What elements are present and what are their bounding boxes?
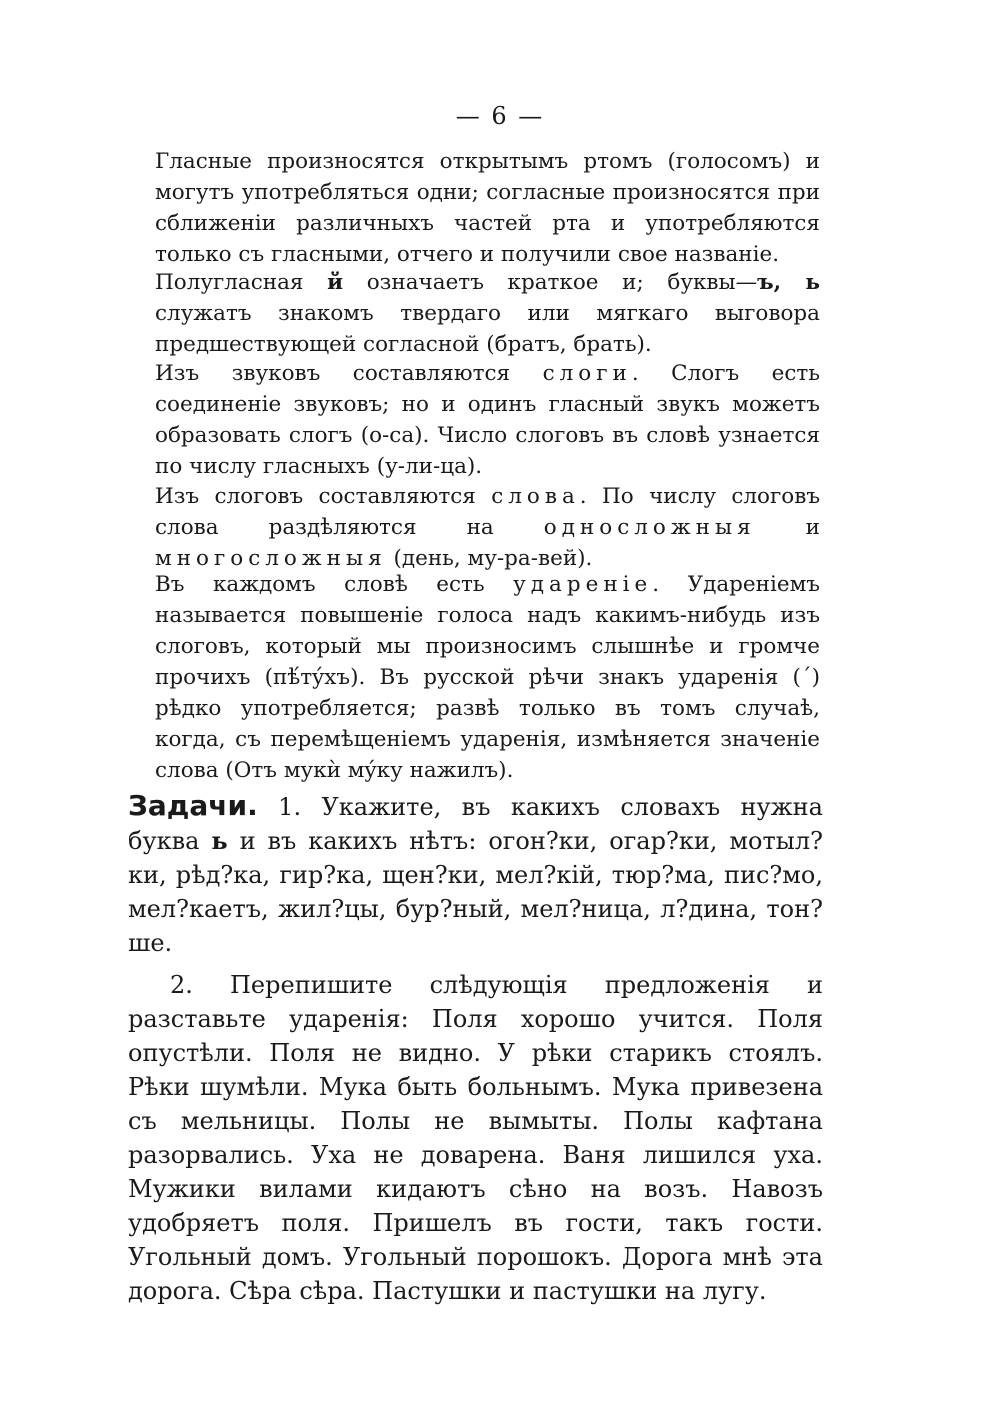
paragraph-semivowel — [155, 267, 820, 360]
text-fragment: . По числу слоговъ слова раздѣляются на — [155, 484, 820, 540]
text-fragment: 2. Перепишите слѣдующiя предложенiя и разставьте ударенiя: Поля хорошо учится. Поля опустѣли. Поля не видно. У рѣки старикъ стоялъ. Рѣки шумѣли. Мука быть больнымъ. Мука привезена съ мельницы. Полы не вымыты. Полы кафтана разорвались. Уха не доварена. Ваня лишился уха. Мужики вилами кидаютъ сѣно на возъ. Навозъ удобряетъ поля. Пришелъ въ гости, такъ гости. Угольный домъ. Угольный порошокъ. Дорога мнѣ эта дорога. Сѣра сѣра. Пастушки и пастушки на лугу. — [128, 971, 823, 1305]
soft-sign-letter: ь — [211, 826, 228, 855]
text-fragment: . Слогъ есть соединенiе звуковъ; но и одинъ гласный звукъ можетъ образовать слогъ (о-са). Число слоговъ въ словѣ узнается по числу гласныхъ (у-ли-ца). — [155, 361, 820, 479]
page-number: — 6 — — [455, 102, 545, 130]
text-fragment: и — [755, 515, 820, 540]
term-syllables: слоги — [542, 361, 632, 386]
text-fragment: Изъ слоговъ составляются — [155, 484, 492, 509]
text-fragment: Изъ звуковъ составляются — [155, 361, 543, 386]
text-fragment: . Ударенiемъ называется повышенiе голоса надъ какимъ-нибудь изъ слоговъ, который мы произносимъ слышнѣе и громче прочихъ (пѣ́тýхъ). Въ русской рѣчи знакъ ударенiя (´) рѣдко употребляется; развѣ только въ томъ случаѣ, когда, съ перемѣщенiемъ ударенiя, измѣняется значенiе слова (Отъ мукѝ мýку нажилъ). — [155, 572, 820, 783]
term-monosyllabic: односложныя — [543, 515, 756, 540]
paragraph-words — [155, 481, 820, 574]
paragraph-syllables — [155, 358, 820, 482]
paragraph-stress — [155, 569, 820, 786]
text-fragment: Полугласная — [155, 270, 328, 295]
text-fragment: означаетъ краткое и; буквы— — [343, 270, 758, 295]
text-fragment: и въ какихъ нѣтъ: огон?ки, огар?ки, мотыл?ки, рѣд?ка, гир?ка, щен?ки, мел?кiй, тюр?ма, пис?мо, мел?каетъ, жил?цы, бур?ный, мел?ница, л?дина, тон?ше. — [128, 827, 823, 957]
task-1 — [128, 789, 823, 960]
paragraph-vowels-consonants — [155, 146, 820, 270]
term-polysyllabic: многосложныя — [155, 546, 387, 571]
term-stress: ударенiе — [513, 572, 653, 597]
text-fragment: 1. Укажите, въ какихъ словахъ нужна буква — [128, 793, 823, 855]
text-fragment: Въ каждомъ словѣ есть — [155, 572, 514, 597]
task-2 — [128, 968, 823, 1308]
paragraph-text: Гласные произносятся открытымъ ртомъ (голосомъ) и могутъ употребляться одни; согласные произносятся при сближенiи различныхъ частей рта и употребляются только съ гласными, отчего и получили свое названiе. — [155, 149, 820, 267]
hard-soft-signs: ъ, ь — [757, 270, 820, 295]
term-words: слова — [491, 484, 580, 509]
text-fragment: служатъ знакомъ твердаго или мягкаго выговора предшествующей согласной (братъ, брать). — [155, 301, 820, 357]
text-fragment: (день, му-ра-вей). — [386, 546, 593, 571]
short-i-letter: й — [327, 270, 344, 295]
tasks-heading: Задачи. — [128, 789, 258, 822]
